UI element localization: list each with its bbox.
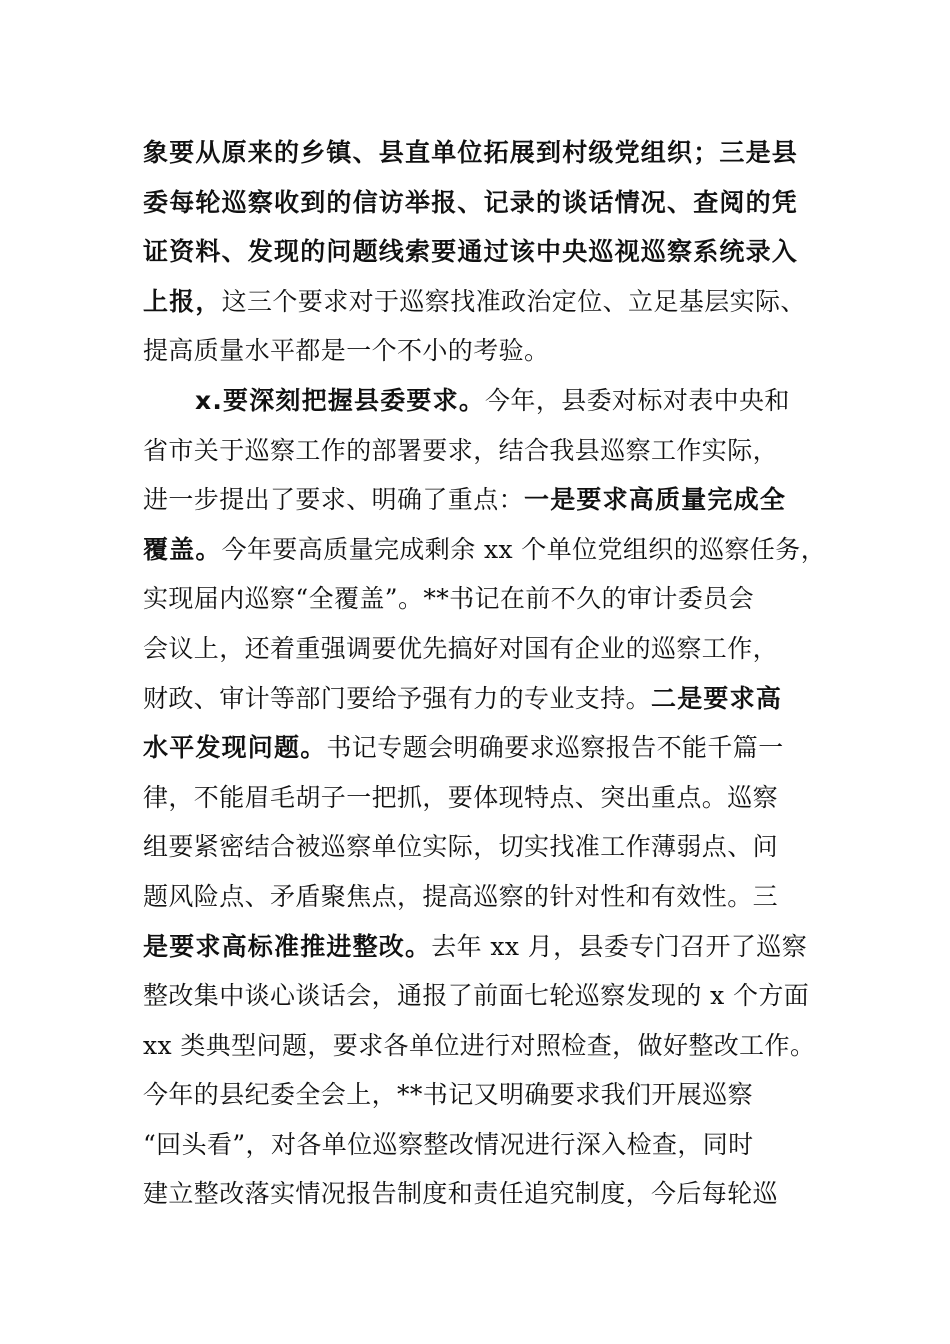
text-segment: 提高质量水平都是一个不小的考验。 [143,336,550,366]
text-segment: 今年要高质量完成剩余 xx 个单位党组织的巡察任务， [221,534,827,564]
bold-text-segment: 覆盖。 [143,534,222,564]
text-line [143,376,823,426]
bold-text-segment: 二是要求高 [651,683,783,713]
text-line [143,426,823,476]
text-line [143,922,823,972]
text-line [143,971,823,1021]
text-segment: 省市关于巡察工作的部署要求，结合我县巡察工作实际， [143,435,779,465]
bold-text-segment: x.要深刻把握县委要求。 [195,385,486,415]
text-segment: xx 类典型问题，要求各单位进行对照检查，做好整改工作。 [143,1030,816,1060]
text-line [143,723,823,773]
text-line [143,1021,823,1071]
bold-text-segment: 委每轮巡察收到的信访举报、记录的谈话情况、查阅的凭 [143,187,799,217]
text-line [143,227,823,277]
text-line [143,178,823,228]
text-segment: 今年的县纪委全会上，**书记又明确要求我们开展巡察 [143,1080,754,1110]
text-line [143,128,823,178]
text-line [143,1070,823,1120]
text-segment: 建立整改落实情况报告制度和责任追究制度，今后每轮巡 [143,1179,779,1209]
text-line [143,475,823,525]
text-line [143,773,823,823]
text-segment: “回头看”，对各单位巡察整改情况进行深入检查，同时 [143,1129,754,1159]
text-line [143,624,823,674]
text-segment: 财政、审计等部门要给予强有力的专业支持。 [143,683,652,713]
text-segment: 实现届内巡察“全覆盖”。**书记在前不久的审计委员会 [143,584,754,614]
bold-text-segment: 是要求高标准推进整改。 [143,931,432,961]
text-segment: 进一步提出了要求、明确了重点： [143,485,525,515]
text-line [143,1120,823,1170]
text-line [143,277,823,327]
bold-text-segment: 水平发现问题。 [143,733,327,763]
text-segment: 去年 xx 月，县委专门召开了巡察 [431,931,808,961]
text-segment: 整改集中谈心谈话会，通报了前面七轮巡察发现的 x 个方面 [143,981,810,1011]
bold-text-segment: 一是要求高质量完成全 [524,485,787,515]
text-line [143,1169,823,1219]
text-segment: 今年，县委对标对表中央和 [485,385,790,415]
text-segment: 题风险点、矛盾聚焦点，提高巡察的针对性和有效性。三 [143,881,779,911]
text-line [143,674,823,724]
bold-text-segment: 证资料、发现的问题线索要通过该中央巡视巡察系统录入 [143,237,799,267]
text-segment: 组要紧密结合被巡察单位实际，切实找准工作薄弱点、问 [143,832,779,862]
text-segment: 会议上，还着重强调要优先搞好对国有企业的巡察工作， [143,633,779,663]
document-body [143,128,827,1219]
bold-text-segment: 象要从原来的乡镇、县直单位拓展到村级党组织；三是县 [143,138,799,167]
text-line [143,822,823,872]
text-line [143,872,823,922]
text-line [143,326,823,376]
text-line [143,574,823,624]
bold-text-segment: 上报， [143,286,222,316]
text-segment: 这三个要求对于巡察找准政治定位、立足基层实际、 [221,286,806,316]
text-line [143,525,827,575]
text-segment: 律，不能眉毛胡子一把抓，要体现特点、突出重点。巡察 [143,782,779,812]
text-segment: 书记专题会明确要求巡察报告不能千篇一 [326,733,784,763]
